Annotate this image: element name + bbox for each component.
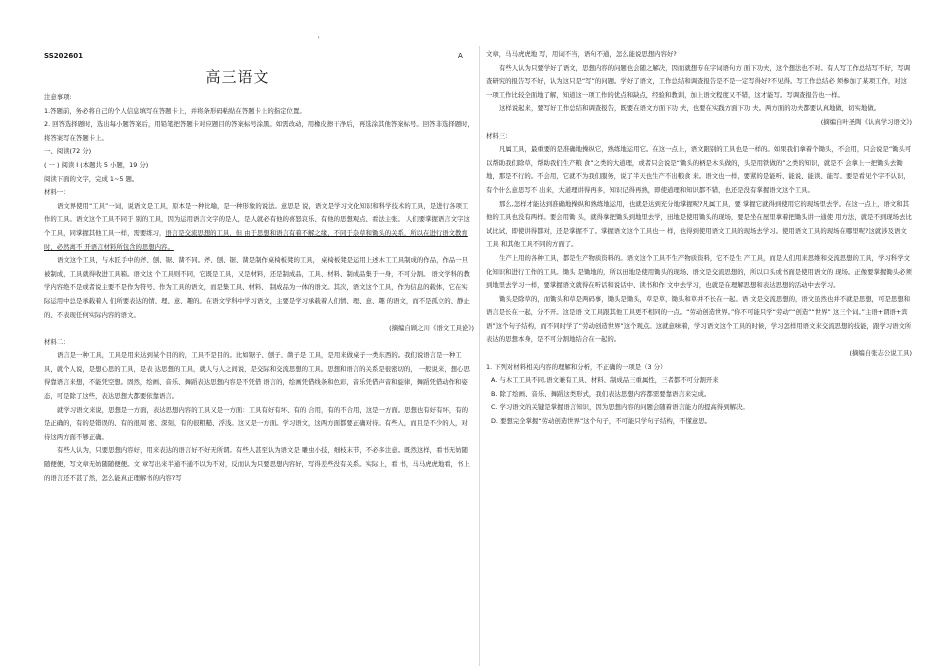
question-1-option-d: D. 要想完全掌握“劳动创造世界”这个句子，不可能只学句子结构，不懂意思。 [491,417,712,426]
material-2-paragraph-1: 语言是一种工具，工具是用来达到某个目的的，工具不是目的。比如锯子、刨子、凿子是 工具，是用来做桌子一类东西的。我们说语言是一种工具，就个人说，是想心思的工具，是表 达思想的工具，就人与人之间说，是交际和交流思想的工具。思想和语言的关系是很密切的， 一般说来，想心思得靠语言来想，不能凭空想。固然，绘画、音乐、舞蹈表达思想内容是不凭借 语言的，绘画凭借线条和色彩，音乐凭借声音和旋律，舞蹈凭借动作和姿态，可是除了这些，表达思想大都要依靠语言。 [44,351,470,401]
page-title: 高三语文 [205,68,270,86]
question-1-option-c: C. 学习语文的关键是掌握语言知识，因为思想内容的问题会随着语言能力的提高得到解决。 [491,403,749,412]
material-1-source: (摘编自顾之川《语文工具论》) [389,324,474,333]
material-2-label: 材料二： [44,337,70,346]
material-1-label: 材料一： [44,188,70,197]
material-1-paragraph-2: 语文这个工具，与木匠手中的斧、刨、锯、凿不同。斧、刨、锯、凿是制作桌椅板凳的工具， 桌椅板凳是运用上述木工工具制成的作品，作品一旦被制成，工具就得收进工具箱。语文这 个工具则不同，它既是工具，又是材料，还是制成品，工具、材料、制成品集于一身，不可分割。 语文学科的教学内容绝不是或者说主要不是作为符号、作为工具的语文，而是集工具、材料、 制成品为一体的语文。其次，语文这个工具，作为信息的载体，它在实际运用中总是承载着人 们所要表达的情、理、意、趣的。在语文学科中学习语文，主要是学习承载着人们情、理、意、趣 的语文，而不是孤立的、静止的、不表现任何实际内容的语文。 [44,256,470,319]
material-2-paragraph-3-continued: 文章，马马虎虎地 写，用词不当，语句不通，怎么能说思想内容好? [486,50,677,58]
section-heading: 一、阅读(72 分) [44,147,92,156]
material-1-paragraph-1-text: 语文界使用“工具”一词，说语文是工具，原本是一种比喻，是一种形象的说法。意思是 说，语文是学习文化知识和科学技术的工具，是进行各项工作的工具。语文这个工具不同于 别的工具，因为运用语言文字的是人，是人就必有他的喜怒哀乐、有他的思想观点、看法主张。 人们要掌握语言文字这个工具，同掌握其他工具一样，需要练习， [44,201,470,237]
material-2-paragraph-5: 这样说起来，要写好工作总结和调查报告，既要在语文方面下功 夫，也要在实践方面下功 夫。两方面的功夫都要认真地做，切实地做。 [499,104,881,113]
notes-item-2: 2. 回答选择题时，选出每小题答案后，用铅笔把答题卡对应题目的答案标号涂黑。如需改动，用橡皮擦干净后，再选涂其他答案标号。回答非选择题时，将答案写在答题卡上。 [44,120,474,142]
material-3-paragraph-4: 锄头是除草的，而锄头和草是两码事，锄头是锄头，草是草，锄头和草并不长在一起。语 文是交流思想的，语文虽然也并不就是思想，可是思想和语言是长在一起，分不开。这是语 文工具跟其他工具更不相同的一点。“劳动创造世界。”你不可能只学“劳动”“创造”“世界” 这三个词。”主语+谓语+宾语”这个句子结构，而不同时学了“劳动创造世界”这个观点。这就意味着，学习语文这个工具的时候，学习怎样用语文来交流思想的技能，跟学习语文所表达的思想本身，是不可分割地结合在一起的。 [486,294,912,344]
exam-code: SS202601 [44,52,83,60]
material-2-source: (摘编自叶圣陶《认真学习语文》) [820,117,912,126]
subsection-heading: ( 一 ) 阅读 I (本题共 5 小题，19 分) [44,160,149,169]
material-1-underlined-sentence: 语言是交流思想的工具，但 由于思想和语言有着不解之缘，不同于杂草和锄头的关系，所以在进行语文教育时，必然离不 开语言材料所包含的思想内容。 [44,228,468,251]
material-2-paragraph-3: 有些人认为，只要思想内容好，用来表达的语言好不好无所谓。有些人甚至认为语文是 雕虫小技，细枝末节，不必多注意。既然这样，看书无妨随随便便，写文章无妨随随便便。文 章写出来半通不通不以为不对，反而认为只要思想内容好，写得差些没有关系。实际上，看 书，马马虎虎地看，书上的语言还不甚了然，怎么能真正理解书的内容?写 [44,446,470,482]
question-1-option-a: A. 与木工工具不同,语文兼有工具、材料、制成品三重属性，三者都不可分割开来 [491,376,719,385]
material-2-paragraph-4: 有些人认为只要学好了语文，思想内容的问题也会随之解决，因而就想专在字词语句方 面下功夫，这个想法也不对。有人写工作总结写不好，写调查研究的报告写不好，认为这只是“写”的问题。学好了语文，工作总结和调查报告是不是一定写得好?不见得。写工作总结必 须参加了某项工作，对这一项工作比较全面地了解，知道这一项工作的优点和缺点，经验和教训，加上语文程度又不错，这才能写。写调查报告也一样。 [486,63,911,99]
reading-instruction: 阅读下面的文字，完成 1~5 题。 [44,174,139,183]
material-3-paragraph-1: 凡属工具，最重要的是准确地操纵它，熟练地运用它。在这一点上，语文跟别的工具也是一样的。如果我们拿着个锄头，不会用，只会说是“锄头可以帮助我们除草，帮助我们生产粮 食”之类的大道理，或者只会说是“锄头的柄是木头做的，头是用铁做的”之类的知识，就是不 会拿上一把锄头去锄地，那是不行的。不会用，它就不为我们服务，说了半天也生产不出粮食 来。语文也一样，要紧的是能听、能说、能读、能写。要是看见个字不认识，有个什么意思写不 出来，大道理讲得再多，知识记得再熟，即使道理和知识都不错，也还是没有掌握语文这个工具。 [486,145,912,194]
column-divider [479,46,480,666]
material-2-paragraph-2: 就学习语文来说，思想是一方面，表达思想内容的工具又是一方面：工具有好有坏、有的 合用，有的不合用，这是一方面。思想也有好有坏，有的是正确的，有的是错误的、有的很周 密、深刻，有的很粗糙、浮浅。这又是一方面。学习语文，这两方面都要正确对待。有些人，而且是不少的人，对待这两方面不够正确。 [44,405,469,441]
notes-item-1: 1.答题前，务必将自己的个人信息填写在答题卡上，并将条形码粘贴在答题卡上的指定位置。 [44,106,306,115]
right-column [486,48,912,429]
top-mark: ' [318,36,320,43]
material-3-paragraph-2: 那么,怎样才能达到准确地操纵和熟练地运用，也就是达到充分地掌握呢?凡属工具，要 掌握它就得到使用它的现场里去学。在这一点上，语文和其他的工具也没有两样。要会用锄 头，就得拿把锄头到地里去学，田地是使用锄头的现场，要是坐在屋里拿着把锄头讲一通使 用方法，就是不到现场去比试比试，即使讲得都对，还是掌握不了。掌握语文这个工具也一 样，也得到使用语文工具的现场去学习。使用语文工具的现场在哪里呢?这就涉及语文工具 和其他工具不同的方面了。 [486,199,912,249]
material-1-paragraph-1 [44,200,474,254]
material-3-paragraph-3: 生产上用的各种工具，都是生产物质资料的。语文这个工具不生产物质资料，它不是生 产工具，而是人们用来思维和交流思想的工具，学习科学文化知识和进行工作的工具。锄头 是锄地的，所以田地是使用锄头的现场、语文是交流思想的，所以口头或书面是使用语文的 现场。正像要掌握锄头必须到地里去学习一样，要掌握语文就得在听话和说话中、读书和作 文中去学习，也就是在理解思想和表达思想的活动中去学习。 [486,253,912,290]
question-1-option-b: B. 除了绘画、音乐、舞蹈这类形式，我们表达思想内容都需要靠语言来完成。 [491,389,711,398]
instructions-block [44,91,474,485]
notes-heading: 注意事项: [44,93,72,101]
paper-version-mark: A [458,52,463,60]
material-3-label: 材料三： [486,131,512,140]
material-3-source: (摘编自张志公说工具) [849,349,912,358]
question-1-stem: 1. 下列对材料相关内容的理解和分析，不正确的一项是（3 分） [486,362,667,371]
